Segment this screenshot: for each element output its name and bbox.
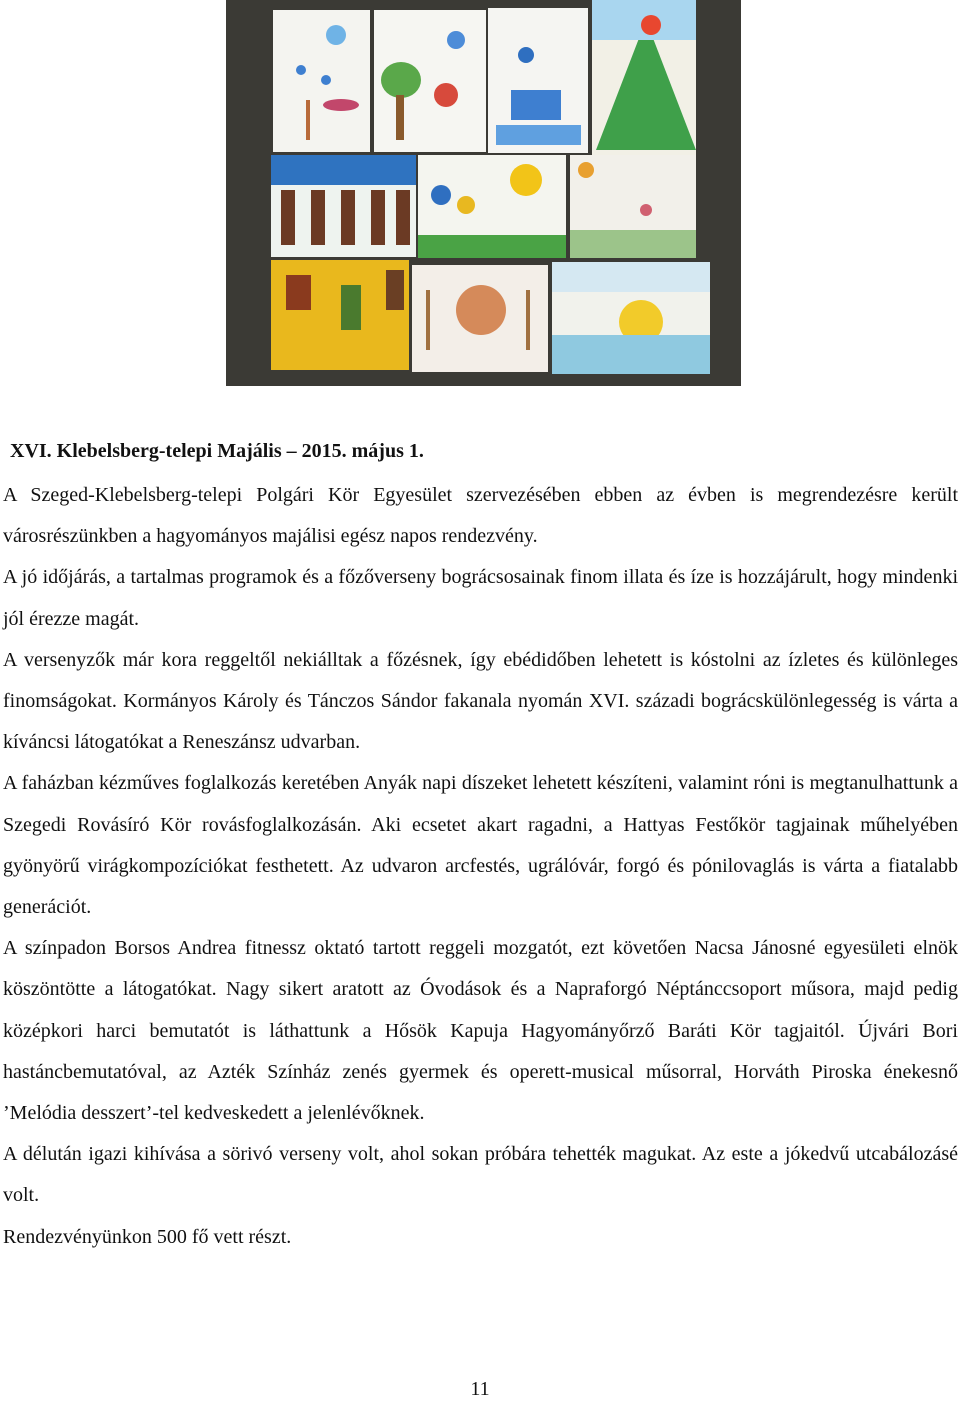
drawing-tile	[271, 260, 409, 370]
article-title: XVI. Klebelsberg-telepi Majális – 2015. május 1.	[10, 440, 424, 462]
drawing-tile	[488, 8, 588, 153]
paragraph: A színpadon Borsos Andrea fitnessz oktató tartott reggeli mozgatót, ezt követően Nacsa Jánosné egyesületi elnök köszöntötte a látogatókat. Nagy sikert aratott az Óvodások és a Napraforgó Néptánccsoport műsora, majd pedig középkori harci bemutatót is láthattunk a Hősök Kapuja Hagyományőrző Baráti Kör tagjaitól. Újvári Bori hastáncbemutatóval, az Azték Színház zenés gyermek és operett-musical műsorral, Horváth Piroska énekesnő ’Melódia desszert’-tel kedveskedett a jelenlévőknek.	[3, 937, 958, 1125]
drawing-tile	[552, 262, 710, 374]
page-number: 11	[470, 1378, 490, 1400]
paragraph: A faházban kézműves foglalkozás keretében Anyák napi díszeket lehetett készíteni, valamint róni is megtanulhattunk a Szegedi Rovásíró Kör rovásfoglalkozásán. Aki ecsetet akart ragadni, a Hattyas Festőkör tagjainak műhelyében gyönyörű virágkompozíciókat festhetett. Az udvaron arcfestés, ugrálóvár, forgó és pónilovaglás is várta a fiatalabb generációt.	[3, 772, 958, 919]
drawing-tile	[570, 155, 696, 258]
paragraph: A délután igazi kihívása a sörivó verseny volt, ahol sokan próbára tehették magukat. Az este a jókedvű utcabálozásé volt.	[3, 1143, 958, 1207]
drawings-photo	[226, 0, 741, 386]
drawing-tile	[271, 155, 416, 257]
paragraph: A versenyzők már kora reggeltől nekiálltak a főzésnek, így ebédidőben lehetett is kóstolni az ízletes és különleges finomságokat. Kormányos Károly és Tánczos Sándor fakanala nyomán XVI. századi bográcskülönlegesség is várta a kíváncsi látogatókat a Reneszánsz udvarban.	[3, 648, 958, 754]
drawing-tile	[412, 265, 548, 372]
drawing-tile	[273, 10, 370, 152]
drawing-tile	[418, 155, 566, 258]
paragraph: A Szeged-Klebelsberg-telepi Polgári Kör Egyesület szervezésében ebben az évben is megrendezésre került városrészünkben a hagyományos majálisi egész napos rendezvény.	[3, 484, 958, 548]
drawing-tile	[592, 0, 696, 155]
paragraph: A jó időjárás, a tartalmas programok és a főzőverseny bográcsosainak finom illata és íze is hozzájárult, hogy mindenki jól érezze magát.	[3, 566, 958, 630]
paragraph: Rendezvényünkon 500 fő vett részt.	[3, 1225, 292, 1248]
article-body	[3, 475, 958, 1258]
drawing-tile	[374, 10, 486, 152]
